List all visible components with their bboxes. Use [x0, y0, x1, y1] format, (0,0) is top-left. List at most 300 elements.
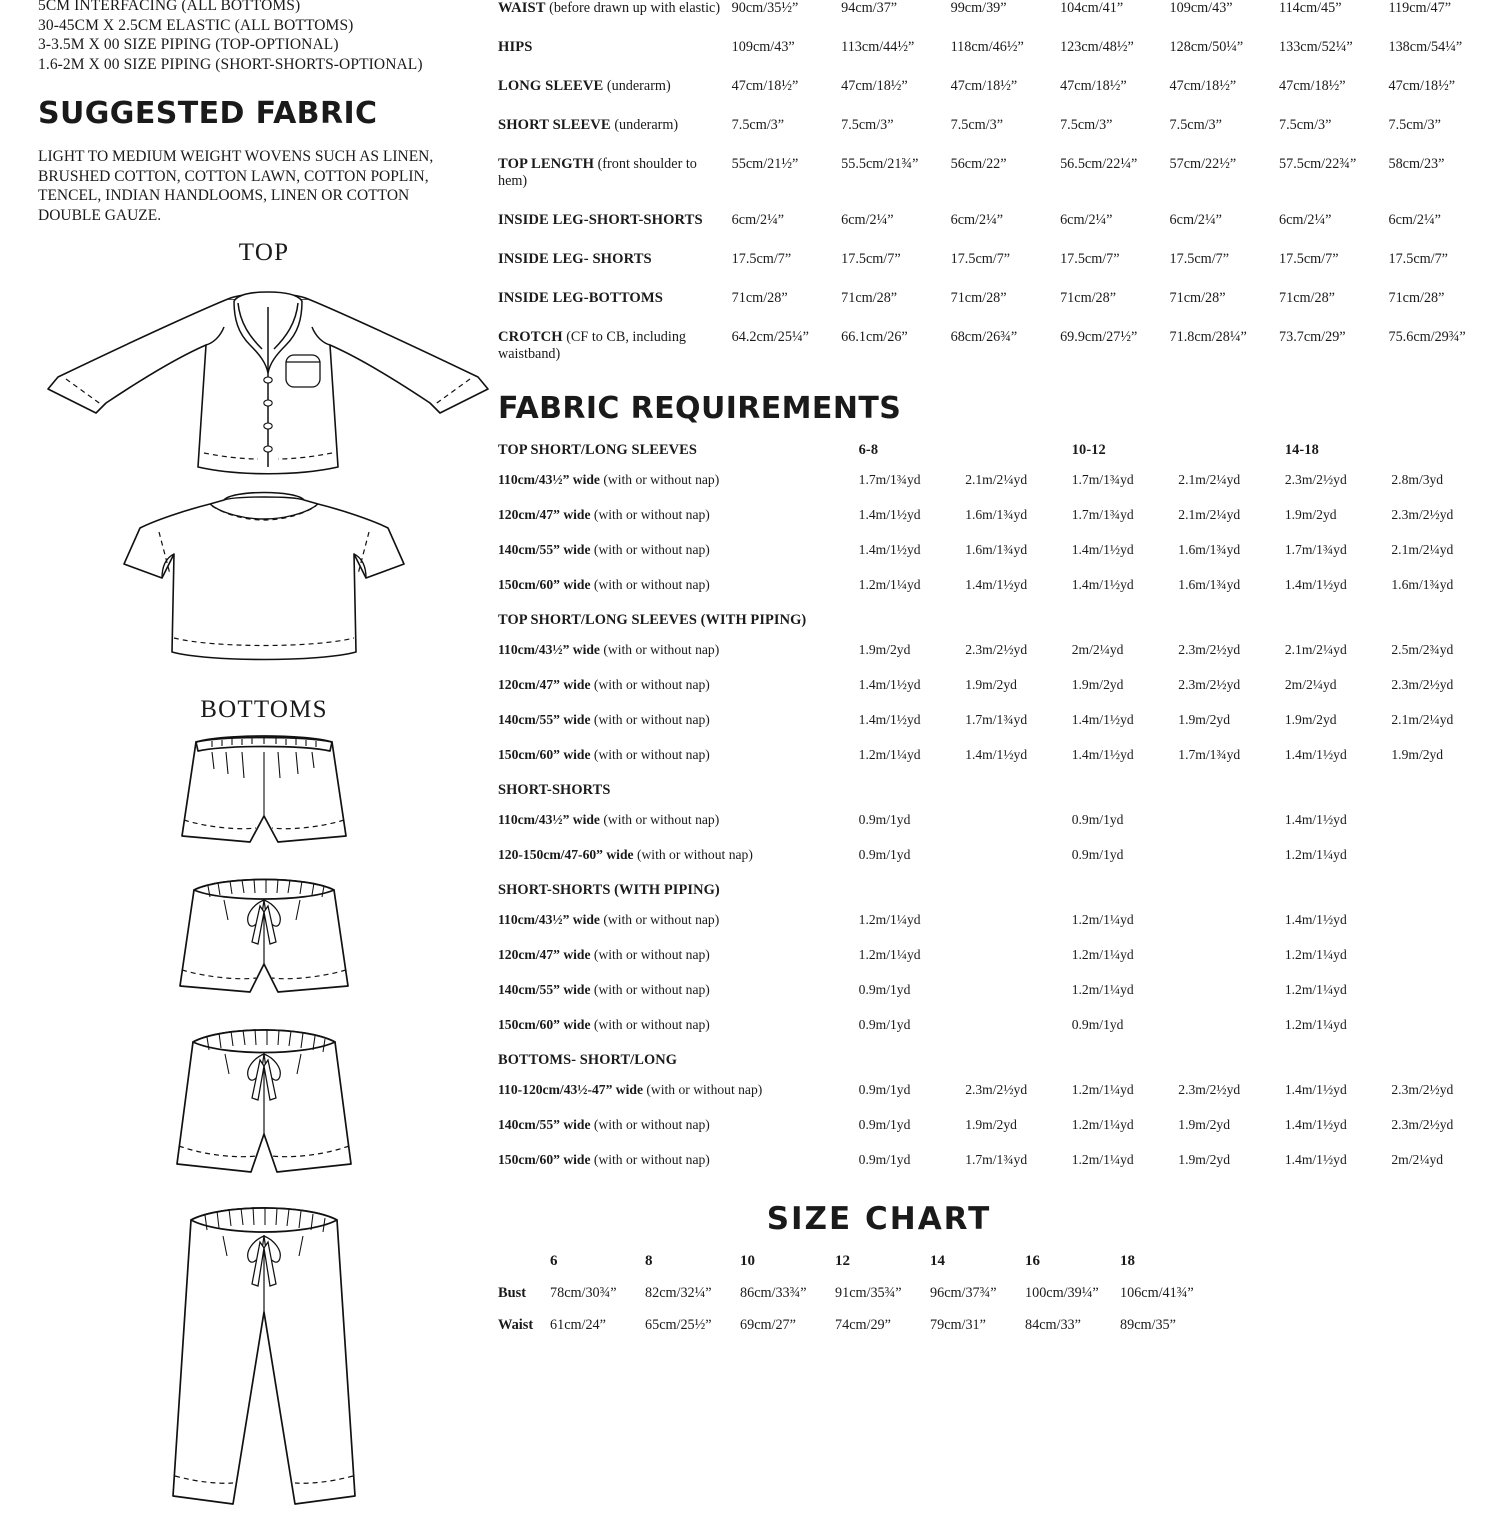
fabric-nap-note: (with or without nap): [599, 472, 720, 487]
fabric-yardage-value: 0.9m/1yd: [1071, 1017, 1124, 1032]
fabric-row: [498, 1082, 1498, 1117]
measurement-value: 17.5cm/7”: [1279, 251, 1339, 267]
size-chart-value: 89cm/35”: [1120, 1317, 1176, 1333]
fabric-width-value: 120cm/47” wide: [498, 677, 591, 692]
fabric-yardage-value: 1.4m/1½yd: [1284, 812, 1347, 827]
fabric-yardage-value: 1.7m/1¾yd: [858, 472, 921, 487]
fabric-yardage-value: 2.3m/2½yd: [1391, 1082, 1454, 1097]
fabric-width-value: 140cm/55” wide: [498, 712, 591, 727]
measurement-label-name: TOP LENGTH: [498, 156, 595, 172]
fabric-group-row: [498, 882, 1498, 912]
measurement-value: 56cm/22”: [950, 156, 1007, 172]
fabric-yardage-value: 0.9m/1yd: [858, 847, 911, 862]
measurement-value: 114cm/45”: [1279, 0, 1342, 16]
measurement-value: 75.6cm/29¾”: [1388, 329, 1466, 345]
fabric-yardage-value: [1391, 947, 1498, 982]
size-chart-value: 91cm/35¾”: [835, 1285, 902, 1301]
measurement-row: [498, 117, 1498, 156]
short-shorts-illustration: [154, 724, 374, 864]
fabric-row: [498, 747, 1498, 782]
measurement-value: 69.9cm/27½”: [1060, 329, 1138, 345]
measurement-label-name: CROTCH: [498, 329, 563, 345]
measurement-value: 7.5cm/3”: [950, 117, 1004, 133]
measurement-value: 17.5cm/7”: [1060, 251, 1120, 267]
size-chart-value: 106cm/41¾”: [1120, 1285, 1194, 1301]
fabric-nap-note: (with or without nap): [633, 847, 753, 862]
size-chart-value: 69cm/27”: [740, 1317, 796, 1333]
measurement-label-name: INSIDE LEG-BOTTOMS: [498, 290, 663, 306]
notions-list: [38, 0, 490, 74]
fabric-yardage-value: 0.9m/1yd: [1071, 812, 1124, 827]
size-chart-header-row: [498, 1253, 1215, 1285]
fabric-row: [498, 982, 1498, 1017]
measurement-row: [498, 212, 1498, 251]
fabric-yardage-value: 2.3m/2½yd: [1178, 1082, 1241, 1097]
measurement-value: 109cm/43”: [731, 39, 795, 55]
fabric-yardage-value: 1.4m/1½yd: [858, 677, 921, 692]
fabric-nap-note: (with or without nap): [590, 712, 710, 727]
fabric-width-value: 110cm/43½” wide: [498, 472, 600, 487]
fabric-yardage-value: 1.4m/1½yd: [965, 747, 1028, 762]
fabric-header-spacer: [1072, 782, 1179, 812]
measurement-value: 17.5cm/7”: [950, 251, 1011, 267]
measurement-value: 58cm/23”: [1388, 156, 1445, 172]
fabric-yardage-value: [1391, 847, 1498, 882]
fabric-width-label: [498, 1017, 859, 1052]
fabric-yardage-value: 2.8m/3yd: [1391, 472, 1444, 487]
size-chart-size-header: 14: [930, 1253, 945, 1269]
fabric-width-label: [498, 507, 859, 542]
fabric-yardage-value: 2.3m/2½yd: [1178, 642, 1241, 657]
measurement-label-name: WAIST: [498, 0, 546, 16]
fabric-width-value: 110cm/43½” wide: [498, 642, 600, 657]
fabric-header-spacer: [965, 612, 1072, 642]
measurement-value: 73.7cm/29”: [1279, 329, 1346, 345]
fabric-width-value: 140cm/55” wide: [498, 542, 591, 557]
fabric-header-spacer: [1391, 612, 1498, 642]
fabric-header-spacer: [1072, 612, 1179, 642]
fabric-row: [498, 507, 1498, 542]
fabric-yardage-value: 0.9m/1yd: [858, 1017, 911, 1032]
fabric-row: [498, 1017, 1498, 1052]
suggested-fabric-heading: SUGGESTED FABRIC: [38, 96, 378, 131]
measurement-value: 94cm/37”: [841, 0, 898, 16]
measurement-value: 47cm/18½”: [841, 78, 908, 94]
measurement-label-note: (before drawn up with elastic): [545, 0, 721, 16]
fabric-width-value: 140cm/55” wide: [498, 1117, 591, 1132]
fabric-yardage-value: 0.9m/1yd: [858, 1152, 911, 1167]
fabric-yardage-value: 1.4m/1½yd: [1071, 712, 1134, 727]
fabric-yardage-value: [1178, 1017, 1285, 1052]
measurement-value: 90cm/35½”: [731, 0, 799, 16]
fabric-yardage-value: 2.1m/2¼yd: [1178, 472, 1241, 487]
fabric-requirements-table: [498, 442, 1498, 1187]
fabric-header-spacer: [859, 882, 966, 912]
fabric-yardage-value: 0.9m/1yd: [858, 1117, 911, 1132]
measurement-value: 119cm/47”: [1388, 0, 1451, 16]
fabric-yardage-value: 2.3m/2½yd: [1391, 1117, 1454, 1132]
measurement-value: 6cm/2¼”: [1060, 212, 1113, 228]
fabric-yardage-value: 1.6m/1¾yd: [965, 542, 1028, 557]
fabric-yardage-value: 2m/2¼yd: [1071, 642, 1124, 657]
measurement-label-name: LONG SLEEVE: [498, 78, 604, 94]
fabric-yardage-value: 0.9m/1yd: [1071, 847, 1124, 862]
fabric-yardage-value: 1.6m/1¾yd: [965, 507, 1028, 522]
measurement-value: 6cm/2¼”: [950, 212, 1004, 228]
fabric-group-name: SHORT-SHORTS: [498, 782, 611, 798]
fabric-nap-note: (with or without nap): [599, 642, 720, 657]
fabric-nap-note: (with or without nap): [599, 912, 720, 927]
measurement-value: 113cm/44½”: [841, 39, 915, 55]
measurement-row: [498, 290, 1498, 329]
size-chart-size-header: 12: [835, 1253, 850, 1269]
measurement-value: 128cm/50¼”: [1169, 39, 1244, 55]
fabric-width-label: [498, 747, 859, 782]
fabric-yardage-value: 1.9m/2yd: [1391, 747, 1444, 762]
fabric-width-value: 110cm/43½” wide: [498, 912, 600, 927]
fabric-yardage-value: 1.6m/1¾yd: [1178, 542, 1241, 557]
fabric-row: [498, 542, 1498, 577]
fabric-yardage-value: 1.4m/1½yd: [965, 577, 1028, 592]
size-chart-value: 61cm/24”: [550, 1317, 606, 1333]
measurement-value: 7.5cm/3”: [1388, 117, 1441, 133]
fabric-yardage-value: 1.2m/1¼yd: [858, 912, 921, 927]
size-chart-row: [498, 1317, 1215, 1349]
fabric-width-value: 150cm/60” wide: [498, 577, 591, 592]
fabric-width-value: 120cm/47” wide: [498, 947, 591, 962]
fabric-yardage-value: [1391, 1017, 1498, 1052]
size-chart-corner: [498, 1253, 550, 1285]
fabric-yardage-value: 2.3m/2½yd: [965, 642, 1028, 657]
fabric-yardage-value: 1.2m/1¼yd: [858, 947, 921, 962]
fabric-width-label: [498, 947, 859, 982]
measurement-value: 7.5cm/3”: [1060, 117, 1113, 133]
measurement-value: 47cm/18½”: [950, 78, 1018, 94]
notion-item: 30-45CM X 2.5CM ELASTIC (ALL BOTTOMS): [38, 16, 354, 34]
fabric-yardage-value: 1.2m/1¼yd: [1284, 947, 1347, 962]
measurement-row: [498, 39, 1498, 78]
measurement-label: [498, 0, 732, 39]
fabric-yardage-value: 0.9m/1yd: [858, 1082, 911, 1097]
fabric-yardage-value: 1.9m/2yd: [965, 1117, 1017, 1132]
measurement-row: [498, 329, 1498, 385]
measurement-value: 138cm/54¼”: [1388, 39, 1463, 55]
fabric-size-header: 6-8: [858, 442, 879, 458]
fabric-nap-note: (with or without nap): [590, 507, 710, 522]
left-column: [0, 0, 490, 1500]
fabric-header-spacer: [1178, 1052, 1285, 1082]
measurement-value: 123cm/48½”: [1060, 39, 1134, 55]
fabric-yardage-value: 2.1m/2¼yd: [1178, 507, 1241, 522]
measurement-label: [498, 117, 732, 156]
measurement-row: [498, 156, 1498, 212]
fabric-yardage-value: 1.4m/1½yd: [1284, 912, 1347, 927]
fabric-yardage-value: 1.6m/1¾yd: [1391, 577, 1454, 592]
fabric-group-row: [498, 612, 1498, 642]
fabric-yardage-value: [965, 912, 1072, 947]
measurement-value: 71cm/28”: [731, 290, 788, 306]
measurement-value: 7.5cm/3”: [1169, 117, 1222, 133]
measurement-value: 71cm/28”: [1279, 290, 1335, 306]
fabric-yardage-value: 1.4m/1½yd: [1284, 577, 1347, 592]
fabric-header-spacer: [1178, 782, 1285, 812]
fabric-yardage-value: 1.2m/1¼yd: [1071, 1117, 1134, 1132]
measurement-value: 6cm/2¼”: [731, 212, 785, 228]
fabric-yardage-value: 1.7m/1¾yd: [1071, 507, 1134, 522]
fabric-yardage-value: 1.9m/2yd: [1178, 712, 1231, 727]
fabric-header-spacer: [965, 1052, 1072, 1082]
fabric-header-spacer: [859, 782, 966, 812]
fabric-width-label: [498, 542, 859, 577]
measurement-value: 47cm/18½”: [731, 78, 799, 94]
measurement-value: 71cm/28”: [1169, 290, 1226, 306]
fabric-header-spacer: [1391, 442, 1498, 472]
fabric-yardage-value: 1.2m/1¼yd: [1071, 982, 1134, 997]
measurement-label: [498, 212, 732, 251]
pajama-pants-illustration: [149, 1192, 379, 1522]
fabric-yardage-value: 1.9m/2yd: [858, 642, 911, 657]
fabric-yardage-value: 1.9m/2yd: [1071, 677, 1124, 692]
bottoms-illustration-caption: BOTTOMS: [200, 696, 328, 723]
measurement-value: 6cm/2¼”: [1279, 212, 1332, 228]
measurement-value: 47cm/18½”: [1279, 78, 1346, 94]
measurement-row: [498, 0, 1498, 39]
fabric-width-label: [498, 712, 859, 747]
fabric-yardage-value: 1.4m/1½yd: [1071, 542, 1134, 557]
measurement-label-note: (front shoulder to hem): [498, 156, 697, 189]
fabric-yardage-value: 1.4m/1½yd: [1284, 1117, 1347, 1132]
fabric-requirements-heading: FABRIC REQUIREMENTS: [498, 391, 902, 426]
fabric-yardage-value: [1178, 947, 1285, 982]
fabric-yardage-value: 1.2m/1¼yd: [858, 747, 921, 762]
fabric-yardage-value: 2.3m/2½yd: [1178, 677, 1241, 692]
notion-item: 1.6-2M X 00 SIZE PIPING (SHORT-SHORTS-OPTIONAL): [38, 55, 423, 73]
fabric-group-name: TOP SHORT/LONG SLEEVES: [498, 442, 697, 458]
fabric-yardage-value: [1391, 982, 1498, 1017]
measurement-value: 17.5cm/7”: [731, 251, 792, 267]
measurement-value: 109cm/43”: [1169, 0, 1233, 16]
fabric-nap-note: (with or without nap): [642, 1082, 763, 1097]
fabric-width-label: [498, 1152, 859, 1187]
size-chart-value: 78cm/30¾”: [550, 1285, 617, 1301]
fabric-yardage-value: 2m/2¼yd: [1391, 1152, 1444, 1167]
fabric-yardage-value: 1.2m/1¼yd: [1071, 912, 1134, 927]
fabric-row: [498, 912, 1498, 947]
fabric-row: [498, 947, 1498, 982]
long-shorts-drawstring-illustration: [149, 1014, 379, 1192]
fabric-yardage-value: 1.9m/2yd: [1178, 1117, 1231, 1132]
fabric-width-value: 150cm/60” wide: [498, 1017, 591, 1032]
fabric-yardage-value: 1.9m/2yd: [1178, 1152, 1231, 1167]
measurement-label-note: (underarm): [610, 117, 679, 133]
fabric-nap-note: (with or without nap): [590, 577, 710, 592]
fabric-yardage-value: 0.9m/1yd: [858, 812, 911, 827]
fabric-yardage-value: 1.2m/1¼yd: [1284, 982, 1347, 997]
measurement-value: 7.5cm/3”: [731, 117, 785, 133]
fabric-nap-note: (with or without nap): [599, 812, 720, 827]
size-chart-value: 86cm/33¾”: [740, 1285, 807, 1301]
fabric-header-spacer: [1178, 442, 1285, 472]
fabric-yardage-value: [1178, 847, 1285, 882]
measurement-value: 133cm/52¼”: [1279, 39, 1353, 55]
size-chart-size-header: 10: [740, 1253, 755, 1269]
size-chart-value: 74cm/29”: [835, 1317, 891, 1333]
fabric-header-spacer: [1072, 882, 1179, 912]
fabric-yardage-value: 2.3m/2½yd: [1284, 472, 1347, 487]
shorts-drawstring-illustration: [154, 864, 374, 1014]
measurement-label: [498, 251, 732, 290]
measurement-label: [498, 39, 732, 78]
measurement-value: 99cm/39”: [950, 0, 1007, 16]
size-chart-size-header: 18: [1120, 1253, 1135, 1269]
fabric-nap-note: (with or without nap): [590, 747, 710, 762]
size-chart-size-header: 6: [550, 1253, 558, 1269]
measurement-value: 47cm/18½”: [1169, 78, 1237, 94]
fabric-width-value: 150cm/60” wide: [498, 1152, 591, 1167]
measurement-value: 66.1cm/26”: [841, 329, 908, 345]
fabric-yardage-value: 2.3m/2½yd: [1391, 507, 1454, 522]
fabric-yardage-value: [1178, 812, 1285, 847]
measurement-row: [498, 78, 1498, 117]
size-chart-size-header: 8: [645, 1253, 653, 1269]
fabric-width-label: [498, 642, 859, 677]
fabric-yardage-value: 1.7m/1¾yd: [965, 712, 1028, 727]
fabric-header-spacer: [1178, 882, 1285, 912]
measurement-value: 55cm/21½”: [731, 156, 799, 172]
measurement-label-name: HIPS: [498, 39, 533, 55]
fabric-width-value: 120cm/47” wide: [498, 507, 591, 522]
fabric-yardage-value: 1.4m/1½yd: [858, 507, 921, 522]
size-chart-row: [498, 1285, 1215, 1317]
fabric-row: [498, 812, 1498, 847]
size-chart-row-label: Waist: [498, 1317, 534, 1333]
fabric-size-header: 14-18: [1284, 442, 1319, 458]
fabric-yardage-value: [1178, 982, 1285, 1017]
measurement-value: 104cm/41”: [1060, 0, 1124, 16]
fabric-yardage-value: 1.6m/1¾yd: [1178, 577, 1241, 592]
fabric-width-label: [498, 1117, 859, 1152]
fabric-width-value: 110-120cm/43½-47” wide: [498, 1082, 643, 1097]
fabric-yardage-value: 1.4m/1½yd: [858, 542, 921, 557]
fabric-group-row: [498, 782, 1498, 812]
fabric-width-label: [498, 812, 859, 847]
measurement-row: [498, 251, 1498, 290]
measurement-value: 17.5cm/7”: [841, 251, 901, 267]
fabric-group-name: TOP SHORT/LONG SLEEVES (WITH PIPING): [498, 612, 807, 628]
fabric-yardage-value: 2.1m/2¼yd: [1284, 642, 1347, 657]
fabric-row: [498, 1117, 1498, 1152]
measurement-value: 71.8cm/28¼”: [1169, 329, 1247, 345]
fabric-yardage-value: 1.2m/1¼yd: [1071, 947, 1134, 962]
measurement-value: 118cm/46½”: [950, 39, 1024, 55]
measurement-value: 6cm/2¼”: [1388, 212, 1441, 228]
size-chart-value: 82cm/32¼”: [645, 1285, 712, 1301]
right-column: [498, 0, 1500, 1500]
measurement-value: 71cm/28”: [841, 290, 898, 306]
fabric-yardage-value: [1391, 912, 1498, 947]
measurement-value: 55.5cm/21¾”: [841, 156, 919, 172]
fabric-header-spacer: [1072, 1052, 1179, 1082]
fabric-width-label: [498, 677, 859, 712]
fabric-yardage-value: 1.4m/1½yd: [1071, 747, 1134, 762]
fabric-header-spacer: [859, 1052, 966, 1082]
measurement-label: [498, 78, 732, 117]
fabric-header-spacer: [1285, 612, 1392, 642]
fabric-yardage-value: 2.3m/2½yd: [1391, 677, 1454, 692]
measurement-value: 68cm/26¾”: [950, 329, 1018, 345]
fabric-yardage-value: 2.1m/2¼yd: [965, 472, 1028, 487]
fabric-group-row: [498, 1052, 1498, 1082]
notion-item: 3-3.5M X 00 SIZE PIPING (TOP-OPTIONAL): [38, 36, 339, 53]
fabric-row: [498, 677, 1498, 712]
fabric-yardage-value: 2.3m/2½yd: [965, 1082, 1028, 1097]
fabric-nap-note: (with or without nap): [590, 982, 710, 997]
fabric-row: [498, 847, 1498, 882]
fabric-nap-note: (with or without nap): [590, 1117, 710, 1132]
notion-item: 5CM INTERFACING (ALL BOTTOMS): [38, 0, 301, 14]
fabric-row: [498, 577, 1498, 612]
fabric-group-name: SHORT-SHORTS (WITH PIPING): [498, 882, 720, 898]
measurement-value: 71cm/28”: [950, 290, 1007, 306]
fabric-row: [498, 1152, 1498, 1187]
fabric-yardage-value: 1.2m/1¼yd: [1284, 847, 1347, 862]
size-chart-value: 79cm/31”: [930, 1317, 986, 1333]
measurement-value: 57.5cm/22¾”: [1279, 156, 1357, 172]
pajama-top-front-illustration: [38, 267, 498, 482]
measurement-label: [498, 329, 732, 385]
fabric-nap-note: (with or without nap): [590, 1017, 710, 1032]
fabric-nap-note: (with or without nap): [590, 677, 710, 692]
measurement-value: 57cm/22½”: [1169, 156, 1237, 172]
fabric-width-value: 150cm/60” wide: [498, 747, 591, 762]
suggested-fabric-text: LIGHT TO MEDIUM WEIGHT WOVENS SUCH AS LINEN, BRUSHED COTTON, COTTON LAWN, COTTON POPLIN, TENCEL, INDIAN HANDLOOMS, LINEN OR COTTON DOUBLE GAUZE.: [38, 148, 434, 224]
fabric-yardage-value: 2.5m/2¾yd: [1391, 642, 1454, 657]
fabric-width-label: [498, 1082, 859, 1117]
fabric-yardage-value: 1.7m/1¾yd: [1178, 747, 1241, 762]
measurement-value: 71cm/28”: [1060, 290, 1117, 306]
fabric-yardage-value: 1.9m/2yd: [965, 677, 1017, 692]
fabric-header-spacer: [965, 442, 1072, 472]
pajama-top-back-short-sleeve-illustration: [104, 482, 424, 682]
fabric-yardage-value: 1.7m/1¾yd: [965, 1152, 1028, 1167]
measurement-value: 71cm/28”: [1388, 290, 1445, 306]
fabric-size-header: 10-12: [1071, 442, 1106, 458]
fabric-header-spacer: [1391, 1052, 1498, 1082]
fabric-row: [498, 712, 1498, 747]
fabric-header-spacer: [1391, 882, 1498, 912]
fabric-yardage-value: 1.4m/1½yd: [1284, 1152, 1347, 1167]
fabric-yardage-value: [965, 982, 1072, 1017]
measurement-value: 47cm/18½”: [1060, 78, 1127, 94]
fabric-yardage-value: 1.2m/1¼yd: [1284, 1017, 1347, 1032]
measurement-value: 17.5cm/7”: [1388, 251, 1448, 267]
measurement-value: 7.5cm/3”: [1279, 117, 1332, 133]
size-chart-value: 84cm/33”: [1025, 1317, 1081, 1333]
fabric-yardage-value: 1.4m/1½yd: [858, 712, 921, 727]
size-chart-row-label: Bust: [498, 1285, 526, 1301]
measurement-value: 47cm/18½”: [1388, 78, 1456, 94]
size-chart-value: 100cm/39¼”: [1025, 1285, 1099, 1301]
fabric-yardage-value: [1391, 812, 1498, 847]
fabric-width-value: 140cm/55” wide: [498, 982, 591, 997]
fabric-yardage-value: [965, 947, 1072, 982]
measurement-value: 56.5cm/22¼”: [1060, 156, 1138, 172]
measurement-table: [498, 0, 1498, 385]
fabric-header-spacer: [859, 612, 966, 642]
size-chart-heading: SIZE CHART: [766, 1201, 992, 1237]
measurement-label: [498, 290, 732, 329]
size-chart-table: [498, 1253, 1215, 1349]
